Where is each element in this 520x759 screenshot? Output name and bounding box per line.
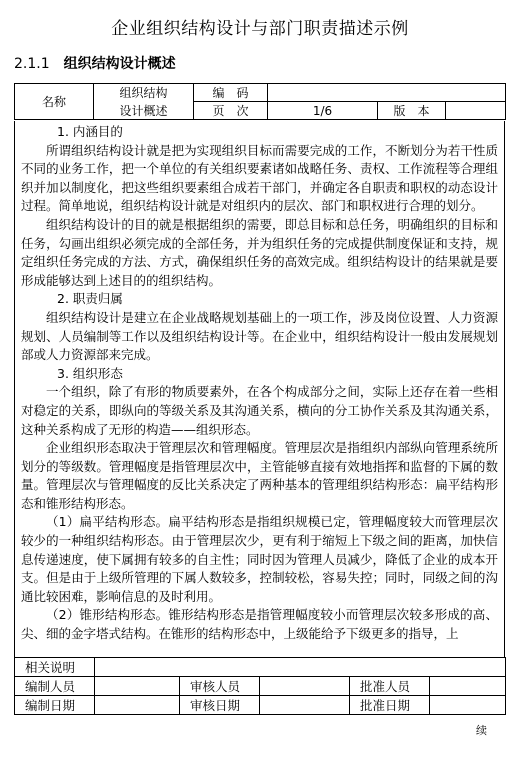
content-body — [14, 121, 505, 657]
page-value: 1/6 — [268, 102, 378, 120]
footer-table — [14, 657, 506, 715]
version-value — [446, 102, 506, 120]
prepared-by-value — [95, 677, 180, 696]
heading-purpose: 1. 内涵目的 — [57, 124, 123, 139]
related-notes-label: 相关说明 — [15, 658, 95, 677]
approved-date-value — [430, 696, 506, 715]
reviewed-by-label: 审核人员 — [180, 677, 260, 696]
name-value-line1: 组织结构 — [94, 84, 194, 102]
name-label: 名称 — [15, 84, 94, 120]
reviewed-date-value — [260, 696, 350, 715]
page-label: 页 次 — [194, 102, 268, 120]
approved-by-value — [430, 677, 506, 696]
heading-form: 3. 组织形态 — [57, 365, 123, 381]
reviewed-date-label: 审核日期 — [180, 696, 260, 715]
code-value — [268, 84, 506, 102]
name-value-line2: 设计概述 — [94, 102, 194, 120]
reviewed-by-value — [260, 677, 350, 696]
section-title: 组织结构设计概述 — [63, 56, 176, 72]
paragraph: （2）锥形结构形态。锥形结构形态是指管理幅度较小而管理层次较多形成的高、尖、细的金字塔式结构。在锥形的结构形态中，上级能给予下级更多的指导，上 — [21, 607, 498, 642]
paragraph: 所谓组织结构设计就是把为实现组织目标而需要完成的工作，不断划分为若干性质不同的业务工作，把一个单位的有关组织要素诸如战略任务、责权、工作流程等合理组织并加以制度化，把这些组织要素组合成若干部门，并确定各自职责和职权的动态设计过程。简单地说，组织结构设计就是对组织内的层次、部门和职权进行合理的划分。 — [21, 142, 498, 214]
document-title: 企业组织结构设计与部门职责描述示例 — [111, 19, 409, 39]
paragraph: （1）扁平结构形态。扁平结构形态是指组织规模已定，管理幅度较大而管理层次较少的一种组织结构形态。由于管理层次少，更有利于缩短上下级之间的距离，加快信息传递速度，使下属拥有较多的自主性；同时因为管理人员减少，降低了企业的成本开支。但是由于上级所管理的下属人数较多，控制较松，容易失控；同时，同级之间的沟通比较困难，影响信息的及时利用。 — [21, 514, 498, 604]
header-table — [14, 83, 506, 120]
approved-by-label: 批准人员 — [350, 677, 430, 696]
code-label: 编 码 — [194, 84, 268, 102]
related-notes-value — [95, 658, 506, 677]
section-heading — [14, 53, 176, 73]
prepared-by-label: 编制人员 — [15, 677, 95, 696]
continued-label: 续 — [476, 724, 487, 737]
paragraph: 企业组织形态取决于管理层次和管理幅度。管理层次是指组织内部纵向管理系统所划分的等级数。管理幅度是指管理层次中，主管能够直接有效地指挥和监督的下属的数量。管理层次与管理幅度的反比关系决定了两种基本的管理组织结构形态：扁平结构形态和锥形结构形态。 — [21, 440, 498, 511]
prepared-date-value — [95, 696, 180, 715]
section-number: 2.1.1 — [14, 56, 50, 72]
paragraph: 一个组织，除了有形的物质要素外，在各个构成部分之间，实际上还存在着一些相对稳定的关系，即纵向的等级关系及其沟通关系，横向的分工协作关系及其沟通关系，这种关系构成了无形的构造——组织形态。 — [21, 384, 498, 437]
paragraph: 组织结构设计是建立在企业战略规划基础上的一项工作，涉及岗位设置、人力资源规划、人员编制等工作以及组织结构设计等。在企业中，组织结构设计一般由发展规划部或人力资源部来完成。 — [21, 309, 498, 363]
version-label: 版 本 — [378, 102, 446, 120]
heading-responsibility: 2. 职责归属 — [57, 291, 123, 307]
approved-date-label: 批准日期 — [350, 696, 430, 715]
prepared-date-label: 编制日期 — [15, 696, 95, 715]
paragraph: 组织结构设计的目的就是根据组织的需要，即总目标和总任务，明确组织的目标和任务，勾画出组织必须完成的全部任务，并为组织任务的完成提供制度保证和支持，规定组织任务完成的方法、方式，确保组织任务的高效完成。组织结构设计的结果就是要形成能够达到上述目的的组织结构。 — [21, 216, 498, 288]
